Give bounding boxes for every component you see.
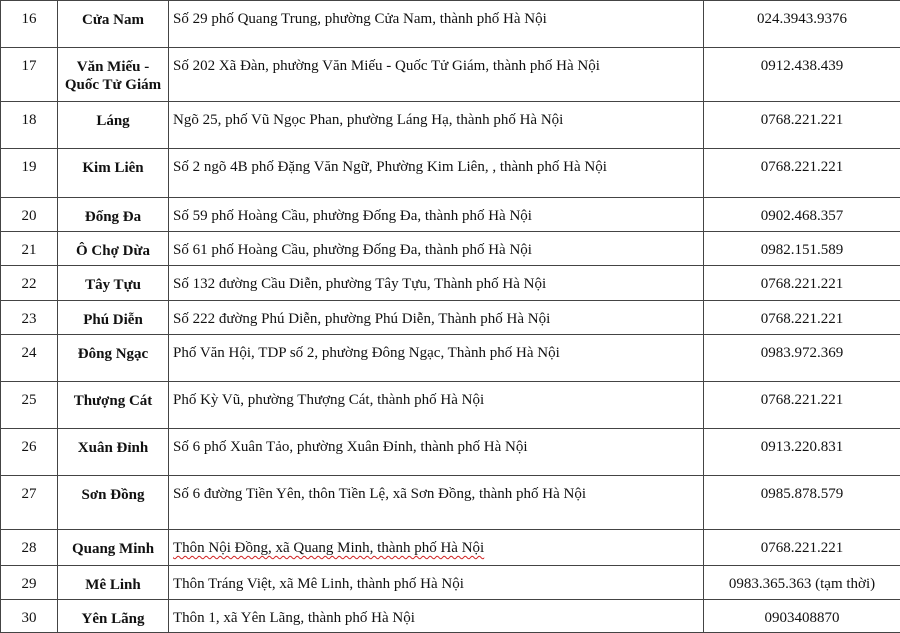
unit-address: Số 6 đường Tiền Yên, thôn Tiền Lệ, xã Sơn Đồng, thành phố Hà Nội	[169, 476, 704, 530]
unit-name: Đông Ngạc	[58, 335, 169, 382]
unit-address: Thôn 1, xã Yên Lãng, thành phố Hà Nội	[169, 600, 704, 633]
unit-address: Phố Văn Hội, TDP số 2, phường Đông Ngạc, Thành phố Hà Nội	[169, 335, 704, 382]
unit-phone: 0768.221.221	[704, 102, 900, 149]
unit-address: Thôn Tráng Việt, xã Mê Linh, thành phố Hà Nội	[169, 566, 704, 600]
unit-address: Số 2 ngõ 4B phố Đặng Văn Ngữ, Phường Kim Liên, , thành phố Hà Nội	[169, 149, 704, 198]
row-number: 26	[1, 429, 58, 476]
unit-name: Đống Đa	[58, 198, 169, 232]
unit-phone: 024.3943.9376	[704, 1, 900, 48]
unit-address-text: Thôn Nội Đồng, xã Quang Minh, thành phố Hà Nội	[173, 540, 484, 556]
row-number: 21	[1, 232, 58, 266]
unit-name: Ô Chợ Dừa	[58, 232, 169, 266]
unit-address: Số 59 phố Hoàng Cầu, phường Đống Đa, thành phố Hà Nội	[169, 198, 704, 232]
unit-name: Văn Miếu - Quốc Tử Giám	[58, 48, 169, 102]
table-row	[1, 198, 900, 232]
unit-name: Kim Liên	[58, 149, 169, 198]
unit-phone: 0768.221.221	[704, 149, 900, 198]
table-row	[1, 600, 900, 633]
unit-phone: 0913.220.831	[704, 429, 900, 476]
row-number: 17	[1, 48, 58, 102]
table-row	[1, 566, 900, 600]
unit-phone: 0768.221.221	[704, 530, 900, 566]
table-row	[1, 301, 900, 335]
table-row	[1, 149, 900, 198]
row-number: 29	[1, 566, 58, 600]
row-number: 27	[1, 476, 58, 530]
row-number: 22	[1, 266, 58, 301]
unit-name: Mê Linh	[58, 566, 169, 600]
unit-address: Số 61 phố Hoàng Cầu, phường Đống Đa, thành phố Hà Nội	[169, 232, 704, 266]
unit-address: Số 29 phố Quang Trung, phường Cửa Nam, thành phố Hà Nội	[169, 1, 704, 48]
table-row	[1, 232, 900, 266]
unit-address	[169, 530, 704, 566]
table-row	[1, 266, 900, 301]
unit-address: Số 202 Xã Đàn, phường Văn Miếu - Quốc Tử Giám, thành phố Hà Nội	[169, 48, 704, 102]
unit-address: Ngõ 25, phố Vũ Ngọc Phan, phường Láng Hạ, thành phố Hà Nội	[169, 102, 704, 149]
table-row	[1, 476, 900, 530]
unit-name: Yên Lãng	[58, 600, 169, 633]
table-row	[1, 382, 900, 429]
unit-name: Thượng Cát	[58, 382, 169, 429]
table-row	[1, 530, 900, 566]
unit-name: Sơn Đồng	[58, 476, 169, 530]
unit-name: Phú Diễn	[58, 301, 169, 335]
row-number: 24	[1, 335, 58, 382]
table-row	[1, 102, 900, 149]
row-number: 30	[1, 600, 58, 633]
row-number: 18	[1, 102, 58, 149]
row-number: 25	[1, 382, 58, 429]
unit-phone: 0985.878.579	[704, 476, 900, 530]
unit-phone: 0982.151.589	[704, 232, 900, 266]
unit-phone: 0768.221.221	[704, 382, 900, 429]
unit-name: Cửa Nam	[58, 1, 169, 48]
unit-name: Xuân Đỉnh	[58, 429, 169, 476]
unit-address: Số 132 đường Cầu Diễn, phường Tây Tựu, Thành phố Hà Nội	[169, 266, 704, 301]
row-number: 20	[1, 198, 58, 232]
table-row	[1, 335, 900, 382]
unit-phone: 0768.221.221	[704, 266, 900, 301]
unit-phone: 0983.365.363 (tạm thời)	[704, 566, 900, 600]
unit-name: Tây Tựu	[58, 266, 169, 301]
table-row	[1, 429, 900, 476]
unit-address: Phố Kỳ Vũ, phường Thượng Cát, thành phố Hà Nội	[169, 382, 704, 429]
unit-address: Số 6 phố Xuân Tảo, phường Xuân Đỉnh, thành phố Hà Nội	[169, 429, 704, 476]
unit-phone: 0983.972.369	[704, 335, 900, 382]
table-row	[1, 1, 900, 48]
unit-address: Số 222 đường Phú Diễn, phường Phú Diễn, Thành phố Hà Nội	[169, 301, 704, 335]
unit-phone: 0768.221.221	[704, 301, 900, 335]
unit-phone: 0903408870	[704, 600, 900, 633]
unit-name: Quang Minh	[58, 530, 169, 566]
unit-phone: 0902.468.357	[704, 198, 900, 232]
row-number: 19	[1, 149, 58, 198]
unit-phone: 0912.438.439	[704, 48, 900, 102]
row-number: 16	[1, 1, 58, 48]
row-number: 28	[1, 530, 58, 566]
table-row	[1, 48, 900, 102]
unit-name: Láng	[58, 102, 169, 149]
row-number: 23	[1, 301, 58, 335]
